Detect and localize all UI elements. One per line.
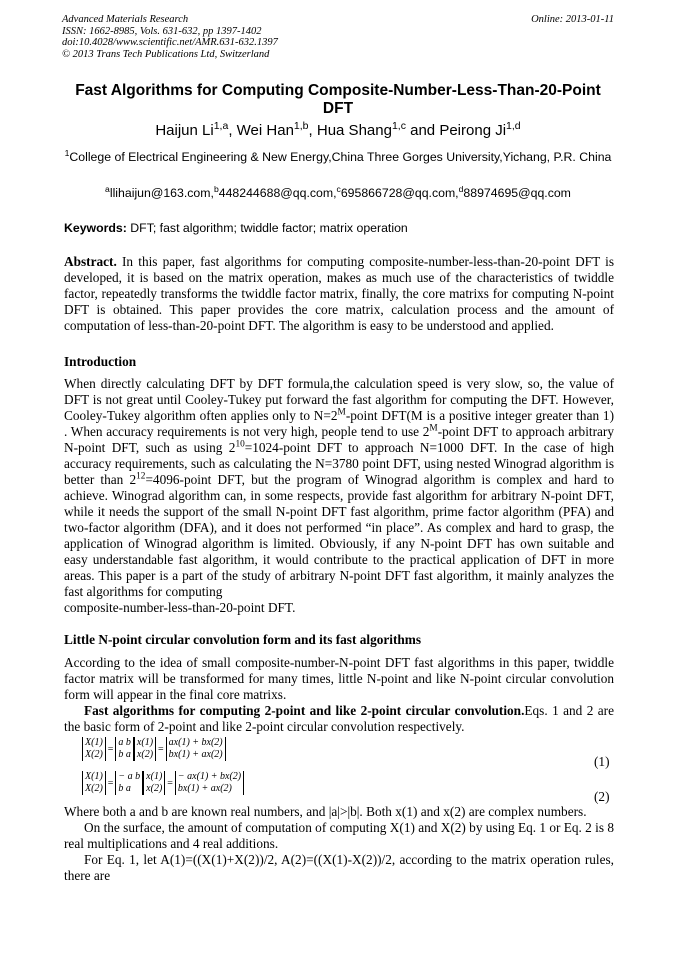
affiliation-sup: 1	[64, 147, 70, 158]
section2-body	[64, 655, 614, 735]
matrix-entry: b a	[118, 749, 131, 760]
intro-text: =1024-point DFT to approach N=1000 DFT. In the case of high accuracy requirements, such as calculating the N=3780 point DFT, using nested Winograd algorithm is better than 2	[64, 440, 614, 487]
email-sup: d	[458, 183, 464, 194]
abstract	[64, 254, 614, 334]
email-link[interactable]: 448244688@qq.com,	[218, 186, 337, 200]
intro-sup: M	[429, 423, 438, 434]
equation-2	[82, 771, 244, 795]
journal-name: Advanced Materials Research	[62, 14, 189, 25]
subsection-text: Eqs. 1 and 2 are the basic form of 2-point and like 2-point circular convolution respectively.	[64, 703, 615, 734]
email-link[interactable]: 88974695@qq.com	[463, 186, 571, 200]
intro-text: =4096-point DFT, but the program of Winograd algorithm is complex and hard to achieve. Winograd algorithm can, in some respects, provide fast algorithm for arbitrary N-point DFT, while it needs the support of the small N-point DFT fast algorithm, prime factor algorithm (PFA) and two-factor algorithm (DFA), and it does not performed “in place”. As complex and hard to grasp, the application of Winograd algorithm is limited. Obviously, if any N-point DFT has own suitable and easy understandable fast algorithm, it would contribute to the practical application of DFT in more areas. This paper is a part of the study of arbitrary N-point DFT fast algorithm, it mainly analyzes the fast algorithms for computing	[64, 472, 614, 599]
journal-header	[62, 14, 614, 60]
subsection-para	[64, 703, 614, 735]
section2-para: According to the idea of small composite-number-N-point DFT fast algorithms in this paper, twiddle factor matrix will be transformed for many times, little N-point and like N-point circular convolution form will appear in the final core matrixs.	[64, 655, 614, 702]
matrix-entry: b a	[118, 783, 131, 794]
matrix-entry: x(2)	[146, 783, 163, 794]
matrix-entry: X(1)	[85, 737, 103, 748]
equation-number-1: (1)	[594, 754, 610, 769]
matrix-entry: bx(1) + ax(2)	[168, 749, 223, 760]
matrix-entry: ax(1) + bx(2)	[168, 737, 223, 748]
email-sup: c	[336, 183, 341, 194]
matrix-entry: X(2)	[85, 783, 103, 794]
author-name: Wei Han	[236, 122, 294, 139]
intro-last-line: composite-number-less-than-20-point DFT.	[64, 600, 296, 615]
copyright-line: © 2013 Trans Tech Publications Ltd, Switzerland	[62, 48, 270, 60]
issn-line: ISSN: 1662-8985, Vols. 631-632, pp 1397-1402	[62, 25, 262, 37]
equals-sign: =	[107, 777, 114, 789]
matrix-entry: x(1)	[136, 737, 154, 748]
author-name: Peirong Ji	[439, 122, 507, 139]
email-link[interactable]: llihaijun@163.com,	[109, 186, 214, 200]
author-sup: 1,d	[506, 120, 521, 132]
intro-sup: 12	[136, 471, 146, 482]
section-heading-introduction: Introduction	[64, 354, 137, 369]
equals-sign: =	[158, 743, 164, 755]
keywords-label: Keywords:	[64, 221, 127, 235]
eq2-rhs-vector	[175, 771, 244, 795]
online-date: Online: 2013-01-11	[531, 14, 614, 25]
intro-text: When directly calculating DFT by DFT formula,the calculation speed is very slow, so, the value of DFT is not great until Cooley-Tukey put forward the fast algorithm for computing the DFT. However, Cooley-Tukey algorithm often applies only to N=2	[64, 376, 614, 423]
author-separator: and	[405, 122, 440, 139]
author-name: Haijun Li	[155, 122, 214, 139]
author-sup: 1,c	[391, 120, 406, 132]
email-link[interactable]: 695866728@qq.com,	[340, 186, 459, 200]
email-sup: b	[213, 183, 219, 194]
matrix-entry: X(2)	[85, 749, 103, 760]
eq1-rhs-vector	[166, 737, 226, 761]
matrix-entry: x(2)	[136, 749, 154, 760]
where-text: Where both a and b are known real numbers, and |a|>|b|. Both x(1) and x(2) are complex numbers.	[64, 804, 587, 819]
author-separator: ,	[308, 122, 317, 139]
eq1-input-vector	[134, 737, 156, 761]
matrix-entry: bx(1) + ax(2)	[177, 783, 232, 794]
matrix-entry: x(1)	[146, 771, 163, 782]
equation-number-2: (2)	[594, 789, 610, 804]
author-list	[62, 122, 614, 140]
matrix-entry: − a b	[118, 771, 141, 782]
affiliation	[62, 149, 614, 165]
eq1-lhs-vector	[82, 737, 106, 761]
matrix-entry: − ax(1) + bx(2)	[177, 771, 242, 782]
keywords-text: DFT; fast algorithm; twiddle factor; matrix operation	[130, 221, 408, 235]
author-sup: 1,a	[213, 120, 229, 132]
email-sup: a	[105, 183, 110, 194]
eq2-lhs-vector	[82, 771, 106, 795]
matrix-entry: X(1)	[85, 771, 103, 782]
abstract-label: Abstract.	[64, 254, 117, 269]
eq2-input-vector	[143, 771, 165, 795]
equals-sign: =	[107, 743, 114, 755]
section-heading-convolution: Little N-point circular convolution form and its fast algorithms	[64, 632, 422, 647]
author-sup: 1,b	[293, 120, 309, 132]
matrix-entry: a b	[118, 737, 131, 748]
subsection-heading: Fast algorithms for computing 2-point and like 2-point circular convolution.	[84, 703, 525, 718]
eq2-coeff-matrix	[115, 771, 143, 795]
abstract-text: In this paper, fast algorithms for computing composite-number-less-than-20-point DFT is developed, it is based on the matrix operation, makes as much use of the characteristics of twiddle factor, repeatedly transforms the twiddle factor matrix, finally, the core matrixs for computing N-point DFT is obtained. This paper provides the core matrix, calculation process and the amount of computation of less-than-20-point DFT. The algorithm is easy to be understood and applied.	[64, 254, 614, 333]
intro-text: -point DFT(M is a positive integer greater than 1) . When accuracy requirements is not very high, people tend to use 2	[64, 408, 614, 439]
doi-line: doi:10.4028/www.scientific.net/AMR.631-632.1397	[62, 37, 278, 48]
introduction-body	[64, 376, 614, 616]
author-separator: ,	[228, 122, 237, 139]
surface-text: On the surface, the amount of computation of computing X(1) and X(2) by using Eq. 1 or Eq. 2 is 8 real multiplications and 4 real additions.	[64, 820, 614, 851]
intro-text: -point DFT to approach arbitrary N-point DFT, such as using 2	[64, 424, 614, 455]
keywords	[64, 220, 614, 236]
intro-sup: M	[337, 407, 346, 418]
intro-sup: 10	[235, 439, 245, 450]
equals-sign: =	[167, 777, 173, 789]
email-list	[62, 185, 614, 201]
eq1-coeff-matrix	[115, 737, 134, 761]
eq1-derivation-text: For Eq. 1, let A(1)=((X(1)+X(2))/2, A(2)=((X(1)-X(2))/2, according to the matrix operation rules, there are	[64, 852, 614, 883]
paper-title: Fast Algorithms for Computing Composite-Number-Less-Than-20-Point DFT	[75, 82, 601, 117]
author-name: Hua Shang	[316, 122, 392, 139]
affiliation-text: College of Electrical Engineering & New Energy,China Three Gorges University,Yichang, P.R. China	[69, 150, 612, 164]
equation-1	[82, 737, 226, 761]
post-equation-body	[64, 804, 614, 884]
